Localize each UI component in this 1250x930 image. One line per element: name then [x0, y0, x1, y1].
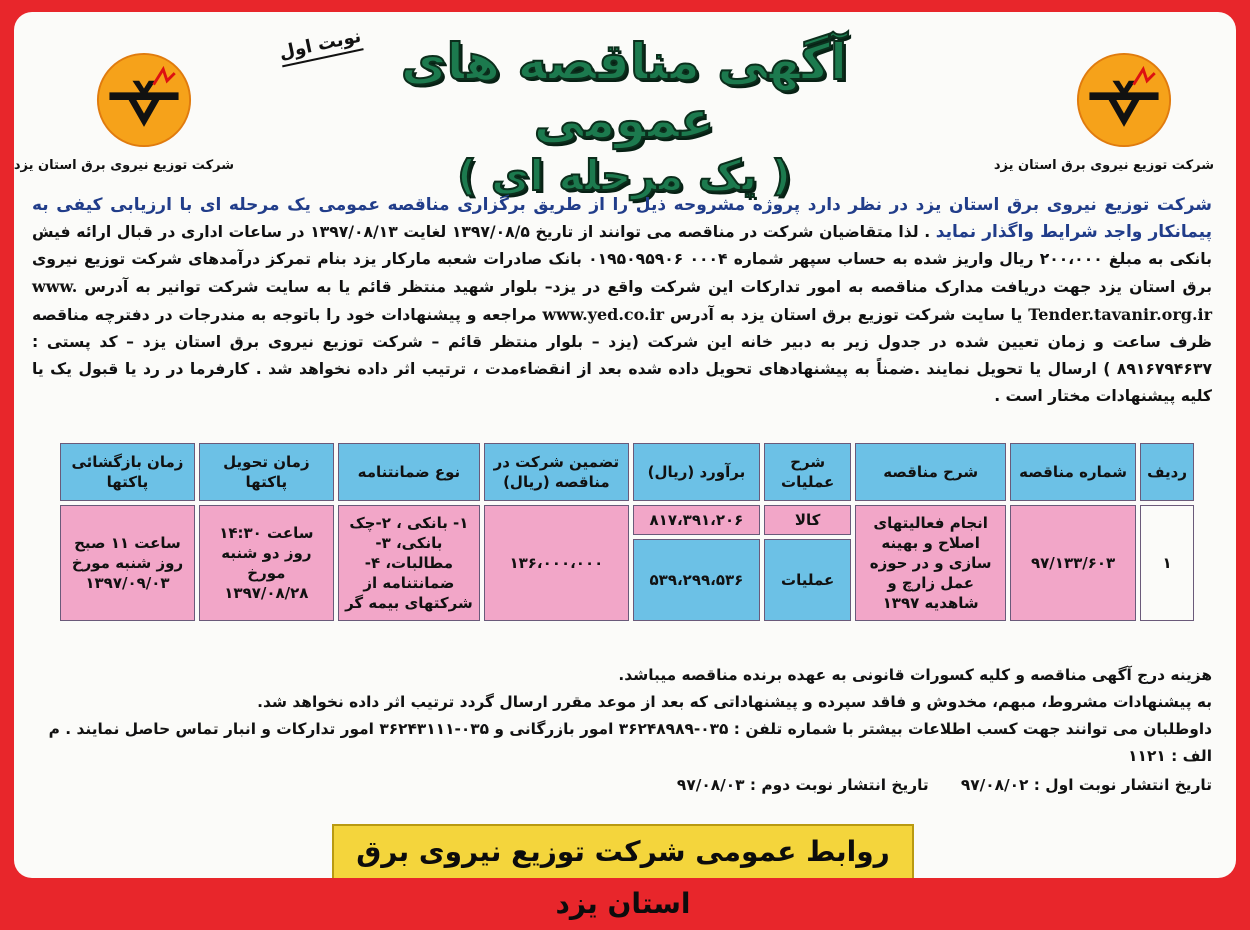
col-guarantee: تضمین شرکت در مناقصه (ریال) [484, 443, 629, 501]
turn-label: نوبت اول [277, 26, 363, 68]
cell-description: انجام فعالیتهای اصلاح و بهینه سازی و در حوزه عمل زارچ و شاهدیه ۱۳۹۷ [855, 505, 1006, 621]
col-opening: زمان بازگشائی پاکتها [60, 443, 195, 501]
yed-url: www.yed.co.ir [542, 305, 665, 324]
cell-guarantee-type: ۱- بانکی ، ۲-چک بانکی، ۳- مطالبات، ۴- ضمانتنامه از شرکتهای بیمه گر [338, 505, 480, 621]
logo-caption: شرکت توزیع نیروی برق استان یزد [993, 158, 1214, 173]
title-block [344, 34, 904, 200]
notes-block [32, 662, 1212, 799]
table-header-row [60, 443, 1194, 501]
cell-estimate-goods: ۸۱۷،۳۹۱،۲۰۶ [633, 505, 760, 535]
publish-second: تاریخ انتشار نوبت دوم : ۹۷/۰۸/۰۳ [676, 776, 929, 794]
note-cost: هزینه درج آگهی مناقصه و کلیه کسورات قانونی به عهده برنده مناقصه میباشد. [618, 666, 1212, 684]
note-conditional: به پیشنهادات مشروط، مبهم، مخدوش و فاقد سپرده و پیشنهاداتی که بعد از موعد مقرر ارسال گردد ترتیب اثر داده نخواهد شد. [257, 693, 1212, 711]
cell-estimate-works: ۵۳۹،۲۹۹،۵۳۶ [633, 539, 760, 621]
power-company-logo-icon [1076, 52, 1172, 148]
col-delivery: زمان تحویل پاکتها [199, 443, 334, 501]
company-logo-left [13, 52, 234, 173]
page-subtitle: ( یک مرحله ای ) [457, 151, 791, 200]
col-description: شرح مناقصه [855, 443, 1006, 501]
publish-first: تاریخ انتشار نوبت اول : ۹۷/۰۸/۰۲ [960, 776, 1212, 794]
col-operation: شرح عملیات [764, 443, 851, 501]
tavanir-url: www. Tender.tavanir.org.ir [32, 277, 1213, 324]
col-row: ردیف [1140, 443, 1194, 501]
cell-operation-goods: کالا [764, 505, 851, 535]
cell-tender-no: ۹۷/۱۳۳/۶۰۳ [1010, 505, 1136, 621]
col-tender-no: شماره مناقصه [1010, 443, 1136, 501]
intro-text-1: . لذا متقاضیان شرکت در مناقصه می توانند از تاریخ ۱۳۹۷/۰۸/۵ لغایت ۱۳۹۷/۰۸/۱۳ در ساعات اداری در قبال ارائه فیش بانکی به مبلغ ۲۰۰،۰۰۰ ریال واریز شده به حساب سپهر شماره ۰۰۰۴ ۰۱۹۵۰۹۵۹۰۶ بانک صادرات شعبه مارکار یزد بنام تمرکز درآمدهای شرکت توزیع نیروی برق استان یزد جهت دریافت مدارک مناقصه به امور تدارکات این شرکت واقع در یزد– بلوار شهید منتظر قائم یا به سایت شرکت توانیر به آدرس [32, 223, 1213, 296]
intro-lead: شرکت توزیع نیروی برق استان یزد در نظر دارد پروژه مشروحه ذیل را از طریق برگزاری مناقصه عمومی یک مرحله ای با ارزیابی کیفی به پیمانکار واجد شرایط واگذار نماید [32, 195, 1212, 242]
tender-advertisement [13, 12, 1236, 920]
cell-guarantee: ۱۳۶،۰۰۰،۰۰۰ [484, 505, 629, 621]
cell-operation-works: عملیات [764, 539, 851, 621]
intro-text-2: یا سایت شرکت توزیع برق استان یزد به آدرس [669, 306, 1023, 324]
col-estimate: برآورد (ریال) [633, 443, 760, 501]
logo-caption: شرکت توزیع نیروی برق استان یزد [13, 158, 234, 173]
intro-paragraph [32, 192, 1212, 410]
company-logo-right [993, 52, 1214, 173]
power-company-logo-icon [96, 52, 192, 148]
tender-table [56, 439, 1198, 625]
page-title: آگهی مناقصه های عمومی [400, 33, 848, 149]
col-guarantee-type: نوع ضمانتنامه [338, 443, 480, 501]
cell-row-index: ۱ [1140, 505, 1194, 621]
cell-opening: ساعت ۱۱ صبح روز شنبه مورخ ۱۳۹۷/۰۹/۰۳ [60, 505, 195, 621]
public-relations-banner: روابط عمومی شرکت توزیع نیروی برق استان یزد [332, 824, 914, 878]
publish-dates [32, 772, 1212, 799]
note-contact: داوطلبان می توانند جهت کسب اطلاعات بیشتر با شماره تلفن : ۰۳۵-۳۶۲۴۸۹۸۹ امور بازرگانی و ۰۳۵-۳۶۲۴۳۱۱۱ امور تدارکات و انبار تماس حاصل نمایند . م الف : ۱۱۲۱ [48, 720, 1212, 765]
intro-text-3: مراجعه و پیشنهادات خود را باتوجه به مندرجات در دفترچه مناقصه ظرف ساعت و زمان تعیین شده در جدول زیر به دبیر خانه این شرکت (یزد – بلوار منتظر قائم – شرکت توزیع نیروی برق استان یزد – کد پستی : ۸۹۱۶۷۹۴۶۳۷ ) ارسال یا تحویل نمایند .ضمناً به پیشنهادهای تحویل داده شده بعد از انقضاءمدت ، ترتیب اثر داده نخواهد شد . کارفرما در رد یا قبول یک یا کلیه پیشنهادات مختار است . [32, 306, 1212, 405]
cell-delivery: ساعت ۱۴:۳۰ روز دو شنبه مورخ ۱۳۹۷/۰۸/۲۸ [199, 505, 334, 621]
table-row [60, 505, 1194, 535]
